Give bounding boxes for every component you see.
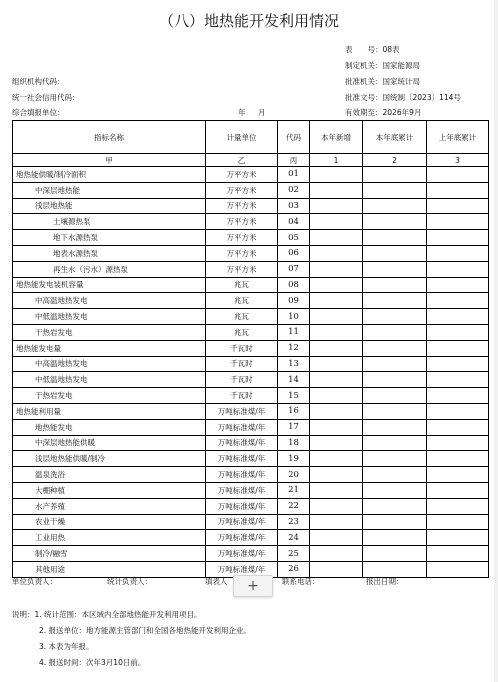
new-value-cell[interactable]: [310, 467, 363, 483]
indicator-name: 干热岩发电: [13, 324, 206, 340]
table-row: [13, 277, 489, 293]
table-row: [13, 403, 489, 419]
enact-org: 制定机关：国家能源局: [345, 61, 420, 70]
last-year-value-cell[interactable]: [427, 182, 489, 198]
valid-until: 有效期至：2026年9月: [345, 108, 422, 117]
new-value-cell[interactable]: [310, 261, 363, 277]
header-unit: 计量单位: [206, 121, 278, 154]
stat-leader-label: 统计负责人：: [107, 577, 152, 586]
new-value-cell[interactable]: [310, 388, 363, 404]
last-year-value-cell[interactable]: [427, 214, 489, 230]
new-value-cell[interactable]: [310, 230, 363, 246]
new-value-cell[interactable]: [310, 167, 363, 183]
cumulative-value-cell[interactable]: [363, 167, 427, 183]
phone-label: 联系电话：: [282, 577, 320, 586]
indicator-name: 工业用热: [13, 530, 206, 546]
filler-person-label: 填表人: [205, 577, 228, 586]
cumulative-value-cell[interactable]: [363, 514, 427, 530]
indicator-name: 水产养殖: [13, 498, 206, 514]
cumulative-value-cell[interactable]: [363, 277, 427, 293]
cumulative-value-cell[interactable]: [363, 261, 427, 277]
new-value-cell[interactable]: [310, 340, 363, 356]
year-label: 年: [238, 108, 246, 117]
cumulative-value-cell[interactable]: [363, 182, 427, 198]
new-value-cell[interactable]: [310, 245, 363, 261]
new-value-cell[interactable]: [310, 277, 363, 293]
code-cell: 10: [278, 309, 310, 325]
unit-cell: 万平方米: [206, 167, 278, 183]
new-value-cell[interactable]: [310, 451, 363, 467]
note-line: 2. 报送单位：地方能源主管部门和全国各地热能开发利用企业。: [39, 626, 252, 635]
vertical-scrollbar[interactable]: [494, 0, 498, 682]
cumulative-value-cell[interactable]: [363, 482, 427, 498]
last-year-value-cell[interactable]: [427, 372, 489, 388]
table-row: [13, 293, 489, 309]
table-row: [13, 261, 489, 277]
unit-cell: 万吨标准煤/年: [206, 561, 278, 577]
table-row: [13, 372, 489, 388]
table-row: [13, 340, 489, 356]
indicator-name: 中深层地热能: [13, 182, 206, 198]
note-line: 3. 本表为年报。: [39, 642, 94, 651]
indicator-name: 制冷/融雪: [13, 546, 206, 562]
cumulative-value-cell[interactable]: [363, 356, 427, 372]
unit-leader-label: 单位负责人：: [12, 577, 57, 586]
table-row: [13, 451, 489, 467]
new-value-cell[interactable]: [310, 214, 363, 230]
table-row: [13, 435, 489, 451]
column-index: 2: [363, 154, 427, 167]
unit-cell: 万吨标准煤/年: [206, 419, 278, 435]
last-year-value-cell[interactable]: [427, 388, 489, 404]
statistics-table: [12, 120, 489, 578]
unit-cell: 万吨标准煤/年: [206, 451, 278, 467]
unit-cell: 万吨标准煤/年: [206, 435, 278, 451]
header-code: 代码: [278, 121, 310, 154]
last-year-value-cell[interactable]: [427, 198, 489, 214]
code-cell: 02: [278, 182, 310, 198]
cumulative-value-cell[interactable]: [363, 561, 427, 577]
cumulative-value-cell[interactable]: [363, 245, 427, 261]
unit-cell: 兆瓦: [206, 277, 278, 293]
indicator-name: 中高温地热发电: [13, 356, 206, 372]
code-cell: 23: [278, 514, 310, 530]
note-line: 说明：1. 统计范围：本区域内全部地热能开发利用项目。: [12, 610, 202, 619]
unit-cell: 万平方米: [206, 182, 278, 198]
indicator-name: 中高温地热发电: [13, 293, 206, 309]
indicator-name: 地热能发电量: [13, 340, 206, 356]
table-row: [13, 419, 489, 435]
cumulative-value-cell[interactable]: [363, 451, 427, 467]
new-value-cell[interactable]: [310, 482, 363, 498]
unit-cell: 万平方米: [206, 230, 278, 246]
last-year-value-cell[interactable]: [427, 451, 489, 467]
approve-doc: 批准文号：国统制〔2023〕114号: [345, 93, 461, 102]
page-title: （八）地热能开发利用情况: [158, 12, 339, 30]
last-year-value-cell[interactable]: [427, 403, 489, 419]
cumulative-value-cell[interactable]: [363, 403, 427, 419]
unit-cell: 万吨标准煤/年: [206, 482, 278, 498]
indicator-name: 地热能发电装机容量: [13, 277, 206, 293]
cumulative-value-cell[interactable]: [363, 198, 427, 214]
table-row: [13, 530, 489, 546]
code-cell: 09: [278, 293, 310, 309]
month-label: 月: [258, 108, 266, 117]
table-row: [13, 467, 489, 483]
code-cell: 22: [278, 498, 310, 514]
unit-cell: 万平方米: [206, 245, 278, 261]
org-code-label: 组织机构代码：: [12, 77, 65, 86]
filler-label: 综合填报单位：: [12, 108, 65, 117]
table-row: [13, 498, 489, 514]
code-cell: 12: [278, 340, 310, 356]
unit-cell: 万平方米: [206, 261, 278, 277]
table-row: [13, 230, 489, 246]
code-cell: 14: [278, 372, 310, 388]
last-year-value-cell[interactable]: [427, 435, 489, 451]
note-line: 4. 报送时间：次年3月10日前。: [39, 658, 146, 667]
unit-cell: 万吨标准煤/年: [206, 467, 278, 483]
credit-code-label: 统一社会信用代码：: [12, 93, 80, 102]
code-cell: 07: [278, 261, 310, 277]
code-cell: 15: [278, 388, 310, 404]
header-cumulative: 本年底累计: [363, 121, 427, 154]
unit-cell: 千瓦时: [206, 388, 278, 404]
code-cell: 24: [278, 530, 310, 546]
last-year-value-cell[interactable]: [427, 482, 489, 498]
code-cell: 19: [278, 451, 310, 467]
last-year-value-cell[interactable]: [427, 293, 489, 309]
indicator-name: 土壤源热泵: [13, 214, 206, 230]
cumulative-value-cell[interactable]: [363, 230, 427, 246]
code-cell: 11: [278, 324, 310, 340]
new-value-cell[interactable]: [310, 198, 363, 214]
unit-cell: 万平方米: [206, 198, 278, 214]
code-cell: 08: [278, 277, 310, 293]
cumulative-value-cell[interactable]: [363, 324, 427, 340]
code-cell: 13: [278, 356, 310, 372]
last-year-value-cell[interactable]: [427, 230, 489, 246]
add-row-button[interactable]: +: [233, 575, 273, 597]
indicator-name: 地热能利用量: [13, 403, 206, 419]
table-row: [13, 546, 489, 562]
unit-cell: 万平方米: [206, 214, 278, 230]
column-index-row: [13, 154, 489, 167]
indicator-name: 其他用途: [13, 561, 206, 577]
last-year-value-cell[interactable]: [427, 277, 489, 293]
code-cell: 21: [278, 482, 310, 498]
new-value-cell[interactable]: [310, 372, 363, 388]
code-cell: 04: [278, 214, 310, 230]
indicator-name: 大棚种植: [13, 482, 206, 498]
table-row: [13, 182, 489, 198]
new-value-cell[interactable]: [310, 546, 363, 562]
table-row: [13, 482, 489, 498]
cumulative-value-cell[interactable]: [363, 498, 427, 514]
code-cell: 18: [278, 435, 310, 451]
last-year-value-cell[interactable]: [427, 324, 489, 340]
code-cell: 01: [278, 167, 310, 183]
cumulative-value-cell[interactable]: [363, 214, 427, 230]
cumulative-value-cell[interactable]: [363, 435, 427, 451]
cumulative-value-cell[interactable]: [363, 546, 427, 562]
new-value-cell[interactable]: [310, 309, 363, 325]
table-number: 表 号：08表: [345, 45, 400, 54]
column-index: 丙: [278, 154, 310, 167]
table-row: [13, 356, 489, 372]
table-row: [13, 388, 489, 404]
header-last-year: 上年底累计: [427, 121, 489, 154]
table-row: [13, 514, 489, 530]
new-value-cell[interactable]: [310, 356, 363, 372]
report-date-label: 报出日期：: [366, 577, 404, 586]
new-value-cell[interactable]: [310, 419, 363, 435]
column-index: 甲: [13, 154, 206, 167]
indicator-name: 地热能发电: [13, 419, 206, 435]
table-row: [13, 324, 489, 340]
unit-cell: 千瓦时: [206, 372, 278, 388]
table-row: [13, 198, 489, 214]
last-year-value-cell[interactable]: [427, 467, 489, 483]
indicator-name: 浅层地热能: [13, 198, 206, 214]
indicator-name: 温泉洗浴: [13, 467, 206, 483]
indicator-name: 地热能供暖/制冷面积: [13, 167, 206, 183]
indicator-name: 浅层地热能供暖/制冷: [13, 451, 206, 467]
cumulative-value-cell[interactable]: [363, 530, 427, 546]
unit-cell: 兆瓦: [206, 309, 278, 325]
code-cell: 03: [278, 198, 310, 214]
last-year-value-cell[interactable]: [427, 309, 489, 325]
cumulative-value-cell[interactable]: [363, 388, 427, 404]
unit-cell: 千瓦时: [206, 340, 278, 356]
table-row: [13, 245, 489, 261]
cumulative-value-cell[interactable]: [363, 340, 427, 356]
new-value-cell[interactable]: [310, 561, 363, 577]
unit-cell: 兆瓦: [206, 324, 278, 340]
indicator-name: 再生水（污水）源热泵: [13, 261, 206, 277]
last-year-value-cell[interactable]: [427, 261, 489, 277]
last-year-value-cell[interactable]: [427, 514, 489, 530]
new-value-cell[interactable]: [310, 293, 363, 309]
last-year-value-cell[interactable]: [427, 167, 489, 183]
new-value-cell[interactable]: [310, 514, 363, 530]
last-year-value-cell[interactable]: [427, 340, 489, 356]
code-cell: 20: [278, 467, 310, 483]
cumulative-value-cell[interactable]: [363, 372, 427, 388]
code-cell: 17: [278, 419, 310, 435]
header-new: 本年新增: [310, 121, 363, 154]
indicator-name: 中深层地热能供暖: [13, 435, 206, 451]
new-value-cell[interactable]: [310, 403, 363, 419]
approve-org: 批准机关：国家统计局: [345, 77, 420, 86]
new-value-cell[interactable]: [310, 498, 363, 514]
cumulative-value-cell[interactable]: [363, 467, 427, 483]
last-year-value-cell[interactable]: [427, 498, 489, 514]
column-index: 1: [310, 154, 363, 167]
unit-cell: 兆瓦: [206, 293, 278, 309]
unit-cell: 千瓦时: [206, 356, 278, 372]
last-year-value-cell[interactable]: [427, 356, 489, 372]
unit-cell: 万吨标准煤/年: [206, 514, 278, 530]
unit-cell: 万吨标准煤/年: [206, 498, 278, 514]
last-year-value-cell[interactable]: [427, 530, 489, 546]
code-cell: 25: [278, 546, 310, 562]
table-row: [13, 214, 489, 230]
cumulative-value-cell[interactable]: [363, 419, 427, 435]
header-name: 指标名称: [13, 121, 206, 154]
unit-cell: 万吨标准煤/年: [206, 403, 278, 419]
indicator-name: 农业干燥: [13, 514, 206, 530]
table-row: [13, 309, 489, 325]
code-cell: 06: [278, 245, 310, 261]
header-row: [13, 121, 489, 154]
column-index: 乙: [206, 154, 278, 167]
new-value-cell[interactable]: [310, 182, 363, 198]
cumulative-value-cell[interactable]: [363, 309, 427, 325]
indicator-name: 地表水源热泵: [13, 245, 206, 261]
column-index: 3: [427, 154, 489, 167]
new-value-cell[interactable]: [310, 435, 363, 451]
indicator-name: 中低温地热发电: [13, 309, 206, 325]
code-cell: 26: [278, 561, 310, 577]
indicator-name: 中低温地热发电: [13, 372, 206, 388]
new-value-cell[interactable]: [310, 324, 363, 340]
new-value-cell[interactable]: [310, 530, 363, 546]
code-cell: 05: [278, 230, 310, 246]
table-row: [13, 167, 489, 183]
unit-cell: 万吨标准煤/年: [206, 546, 278, 562]
indicator-name: 地下水源热泵: [13, 230, 206, 246]
last-year-value-cell[interactable]: [427, 561, 489, 577]
last-year-value-cell[interactable]: [427, 419, 489, 435]
last-year-value-cell[interactable]: [427, 546, 489, 562]
code-cell: 16: [278, 403, 310, 419]
cumulative-value-cell[interactable]: [363, 293, 427, 309]
indicator-name: 干热岩发电: [13, 388, 206, 404]
notes: [12, 607, 251, 671]
last-year-value-cell[interactable]: [427, 245, 489, 261]
unit-cell: 万吨标准煤/年: [206, 530, 278, 546]
